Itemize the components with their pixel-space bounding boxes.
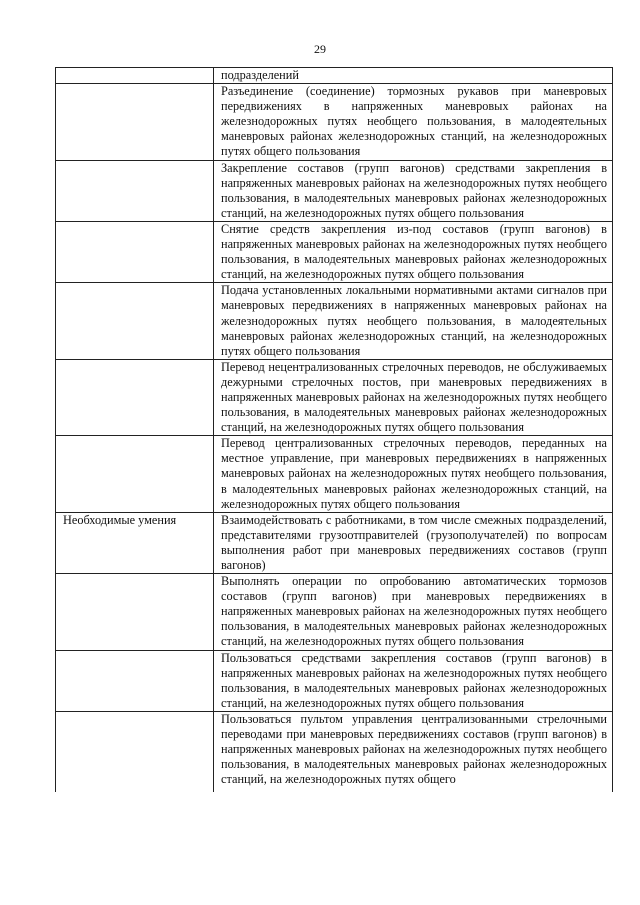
table-row [56, 650, 613, 711]
table-cell-label [56, 160, 214, 221]
table-cell-label [56, 68, 214, 84]
table-cell-text: Снятие средств закрепления из-под составов (групп вагонов) в напряженных маневровых районах на железнодорожных путях необщего пользования, в малодеятельных маневровых районах железнодорожных станций, на железнодорожных путях общего пользования [214, 221, 613, 282]
table-cell-label [56, 650, 214, 711]
table-row [56, 512, 613, 573]
table-row [56, 711, 613, 792]
table-cell-label [56, 84, 214, 160]
table-cell-text: Разъединение (соединение) тормозных рукавов при маневровых передвижениях в напряженных маневровых районах на железнодорожных путях необщего пользования, в малодеятельных маневровых районах железнодорожных станций, на железнодорожных путях общего пользования [214, 84, 613, 160]
table-cell-text: Перевод централизованных стрелочных переводов, переданных на местное управление, при маневровых передвижениях в напряженных маневровых районах на железнодорожных путях необщего пользования, в малодеятельных маневровых районах железнодорожных станций, на железнодорожных путях общего пользования [214, 436, 613, 512]
table-cell-label [56, 436, 214, 512]
table-row [56, 221, 613, 282]
page-number: 29 [314, 42, 326, 56]
table-cell-text: Перевод нецентрализованных стрелочных переводов, не обслуживаемых дежурными стрелочных постов, при маневровых передвижениях в напряженных маневровых районах на железнодорожных путях необщего пользования, в малодеятельных маневровых районах железнодорожных станций, на железнодорожных путях общего пользования [214, 359, 613, 435]
table-cell-label [56, 221, 214, 282]
table-cell-text-wrapper [214, 711, 613, 792]
table-cell-text: Пользоваться средствами закрепления составов (групп вагонов) в напряженных маневровых районах на железнодорожных путях необщего пользования, в малодеятельных маневровых районах железнодорожных станций, на железнодорожных путях общего пользования [214, 650, 613, 711]
table-row [56, 68, 613, 84]
table-row [56, 84, 613, 160]
table-cell-text: Взаимодействовать с работниками, в том числе смежных подразделений, представителями грузоотправителей (грузополучателей) по вопросам выполнения работ при маневровых передвижениях составов (групп вагонов) [214, 512, 613, 573]
table-cell-label [56, 574, 214, 650]
table-row [56, 436, 613, 512]
table-row [56, 574, 613, 650]
table-row [56, 359, 613, 435]
table-cell-text: Выполнять операции по опробованию автоматических тормозов составов (групп вагонов) при маневровых передвижениях в напряженных маневровых районах на железнодорожных путях необщего пользования, в малодеятельных маневровых районах железнодорожных станций, на железнодорожных путях общего пользования [214, 574, 613, 650]
table-row [56, 283, 613, 359]
table-cell-text: Пользоваться пультом управления централизованными стрелочными переводами при маневровых передвижениях составов (групп вагонов) в напряженных маневровых районах на железнодорожных путях необщего пользования, в малодеятельных маневровых районах железнодорожных станций, на железнодорожных путях общего [221, 711, 607, 787]
table-cell-text: подразделений [214, 68, 613, 84]
table-cell-text: Подача установленных локальными нормативными актами сигналов при маневровых передвижениях в напряженных маневровых районах на железнодорожных путях необщего пользования, в малодеятельных маневровых районах железнодорожных станций, на железнодорожных путях общего пользования [214, 283, 613, 359]
competency-table [55, 67, 613, 792]
table-cell-label [56, 711, 214, 792]
table-row [56, 160, 613, 221]
table-cell-label [56, 283, 214, 359]
table-cell-label [56, 359, 214, 435]
table-section-label: Необходимые умения [56, 512, 214, 573]
table-cell-text: Закрепление составов (групп вагонов) средствами закрепления в напряженных маневровых районах на железнодорожных путях необщего пользования, в малодеятельных маневровых районах железнодорожных станций, на железнодорожных путях общего пользования [214, 160, 613, 221]
